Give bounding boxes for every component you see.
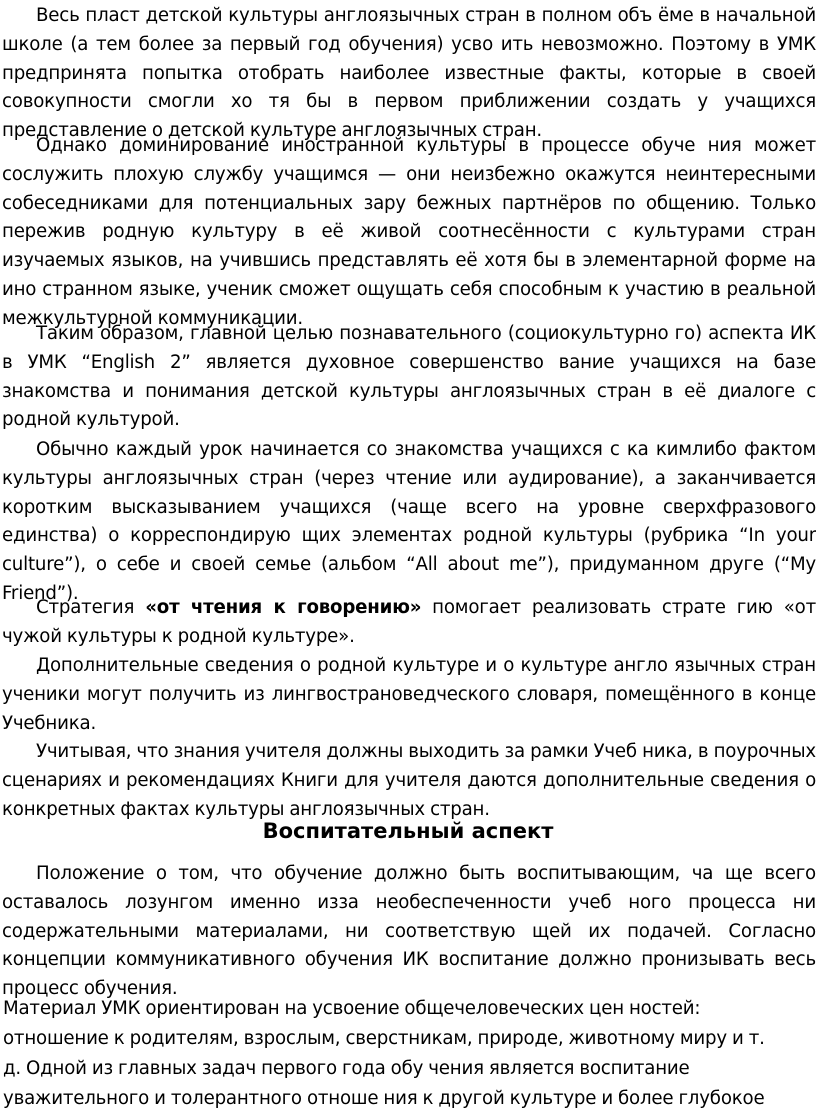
paragraph-main-goal: Таким образом, главной целью познавательного (социокультурно го) аспекта ИК в УМК “English 2” является духовное совершенство вание учащихся на базе знакомства и понимания детской культуры англоязычных стран в её диалоге с родной культурой.: [2, 323, 816, 431]
strategy-tail: помогает реализовать страте гию «от чужой культуры к родной культуре».: [2, 597, 816, 647]
paragraph-upbringing: Положение о том, что обучение должно быть воспитывающим, ча ще всего оставалось лозунгом именно изза необеспеченности учеб ного процесса ни содержательными материалами, ни соответствую щей их подачей. Согласно концепции коммуникативного обучения ИК воспитание должно пронизывать весь процесс обучения.: [2, 863, 816, 1000]
text-line: отношение к родителям, взрослым, сверстникам, природе, животному миру и т.: [3, 1028, 765, 1049]
text-line: д. Одной из главных задач первого года обу чения является воспитание: [3, 1058, 690, 1079]
paragraph-lesson-structure: Обычно каждый урок начинается со знакомства учащихся с ка кимлибо фактом культуры англоязычных стран (через чтение или аудирование), а заканчивается коротким высказыванием учащихся (чаще всего на уровне сверхфразового единства) о корреспондирую щих элементах родной культуры (рубрика “In your culture”), о себе и своей семье (альбом “All about me”), придуманном друге (“My Friend”).: [2, 439, 816, 604]
strategy-bold: «от чтения к говорению»: [145, 597, 422, 618]
paragraph-culture-scope: Весь пласт детской культуры англоязычных стран в полном объ ёме в начальной школе (а тем более за первый год обучения) усво ить невозможно. Поэтому в УМК предпринята попытка отобрать наиболее известные факты, которые в своей совокупности смогли хо тя бы в первом приближении создать у учащихся представление о детской культуре англоязычных стран.: [2, 5, 816, 142]
text-line: уважительного и толерантного отноше ния к другой культуре и более глубокое: [3, 1088, 765, 1109]
paragraph-strategy: [2, 594, 816, 652]
paragraph-teacher-book: Учитывая, что знания учителя должны выходить за рамки Учеб ника, в поурочных сценариях и рекомендациях Книги для учителя даются дополнительные сведения о конкретных фактах культуры англоязычных стран.: [2, 741, 816, 820]
paragraph-foreign-dominance: Однако доминирование иностранной культуры в процессе обуче ния может сослужить плохую службу учащимся — они неизбежно окажутся неинтересными собеседниками для потенциальных зару бежных партнёров по общению. Только пережив родную культуру в её живой соотнесённости с культурами стран изучаемых языков, на учившись представлять её хотя бы в элементарной форме на ино странном языке, ученик сможет ощущать себя способным к участию в реальной межкультурной коммуникации.: [2, 135, 816, 329]
section-heading: Воспитательный аспект: [262, 819, 554, 843]
strategy-lead: Стратегия: [36, 597, 146, 618]
text-line: Материал УМК ориентирован на усвоение общечеловеческих цен ностей:: [3, 998, 701, 1019]
paragraph-extra-info: Дополнительные сведения о родной культуре и о культуре англо язычных стран ученики могут получить из лингвострановедческого словаря, помещённого в конце Учебника.: [2, 655, 816, 734]
